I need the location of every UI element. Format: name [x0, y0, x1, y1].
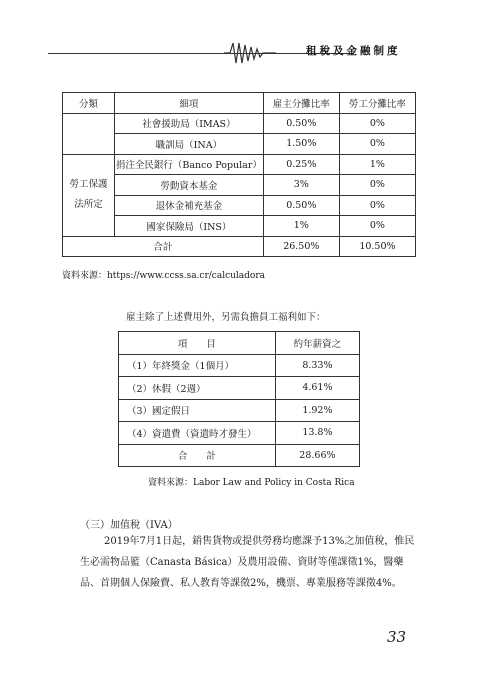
- table-row: [63, 134, 416, 155]
- table-cell: 勞動資本基金: [115, 175, 264, 196]
- table-cell: 4.61%: [275, 377, 359, 400]
- table-cell: 0.50%: [263, 195, 339, 216]
- table-row: [119, 354, 360, 377]
- category-line: 法所定: [74, 199, 103, 210]
- column-header: 約年薪資之: [275, 332, 359, 355]
- table-cell: 8.33%: [275, 354, 359, 377]
- category-cell-empty: [63, 113, 115, 154]
- column-header: 分類: [63, 93, 115, 114]
- table-cell: 0.50%: [263, 113, 339, 134]
- table-row: [63, 175, 416, 196]
- table-cell: 1%: [339, 154, 415, 175]
- total-cell: 10.50%: [339, 236, 415, 257]
- table-row: [119, 422, 360, 445]
- table-cell: 0%: [339, 216, 415, 237]
- header-title: 租稅及金融制度: [306, 45, 401, 57]
- table-cell: 0%: [339, 195, 415, 216]
- table-header-row: [119, 332, 360, 355]
- total-row: [63, 236, 416, 257]
- category-cell: [63, 154, 115, 236]
- column-header: 雇主分攤比率: [263, 93, 339, 114]
- table-row: [63, 216, 416, 237]
- total-cell: 26.50%: [263, 236, 339, 257]
- table-row: [63, 154, 416, 175]
- header-wave-icon: [224, 40, 276, 66]
- table-cell: 0%: [339, 134, 415, 155]
- table-cell: 1.50%: [263, 134, 339, 155]
- table-cell: 職訓局（INA）: [115, 134, 264, 155]
- source-note: 資料來源：Labor Law and Policy in Costa Rica: [148, 478, 355, 488]
- table-cell: 1.92%: [275, 399, 359, 422]
- table-cell: 13.8%: [275, 422, 359, 445]
- column-header: 勞工分攤比率: [339, 93, 415, 114]
- paragraph-line: 2019年7月1日起，銷售貨物或提供勞務均應課予13%之加值稅，惟民: [104, 536, 415, 547]
- table-cell: 國家保險局（INS）: [115, 216, 264, 237]
- table-cell: （3）國定假日: [119, 399, 276, 422]
- table-cell: 社會援助局（IMAS）: [115, 113, 264, 134]
- table-cell: （4）資遣費（資遣時才發生）: [119, 422, 276, 445]
- table-cell: 退休金補充基金: [115, 195, 264, 216]
- contribution-table: [62, 92, 416, 257]
- table-cell: 3%: [263, 175, 339, 196]
- table-row: [119, 377, 360, 400]
- paragraph-line: 品、首期個人保險費、私人教育等課徵2%，機票、專業服務等課徵4%。: [80, 578, 402, 589]
- total-row: [119, 444, 360, 467]
- table-row: [119, 399, 360, 422]
- benefits-table: [118, 331, 360, 467]
- category-line: 勞工保護: [69, 179, 108, 190]
- table-cell: 1%: [263, 216, 339, 237]
- table-cell: （1）年終獎金（1個月）: [119, 354, 276, 377]
- table-row: [63, 113, 416, 134]
- table-cell: 捐注全民銀行（Banco Popular）: [115, 154, 264, 175]
- page-number: 33: [387, 628, 407, 646]
- table-row: [63, 195, 416, 216]
- column-header: 項 目: [119, 332, 276, 355]
- paragraph-line: 生必需物品籃（Canasta Básica）及農用設備、資財等僅課徵1%，醫藥: [80, 557, 404, 568]
- section-title: （三）加值稅（IVA）: [80, 520, 178, 531]
- table-cell: 0%: [339, 113, 415, 134]
- table-header-row: [63, 93, 416, 114]
- source-note: 資料來源：https://www.ccss.sa.cr/calculadora: [62, 271, 266, 281]
- total-cell: 28.66%: [275, 444, 359, 467]
- table-cell: （2）休假（2週）: [119, 377, 276, 400]
- table-cell: 0.25%: [263, 154, 339, 175]
- total-label: 合 計: [119, 444, 276, 467]
- total-label: 合計: [63, 236, 264, 257]
- table-cell: 0%: [339, 175, 415, 196]
- benefits-intro: 雇主除了上述費用外，另需負擔員工福利如下：: [126, 312, 326, 323]
- column-header: 細項: [115, 93, 264, 114]
